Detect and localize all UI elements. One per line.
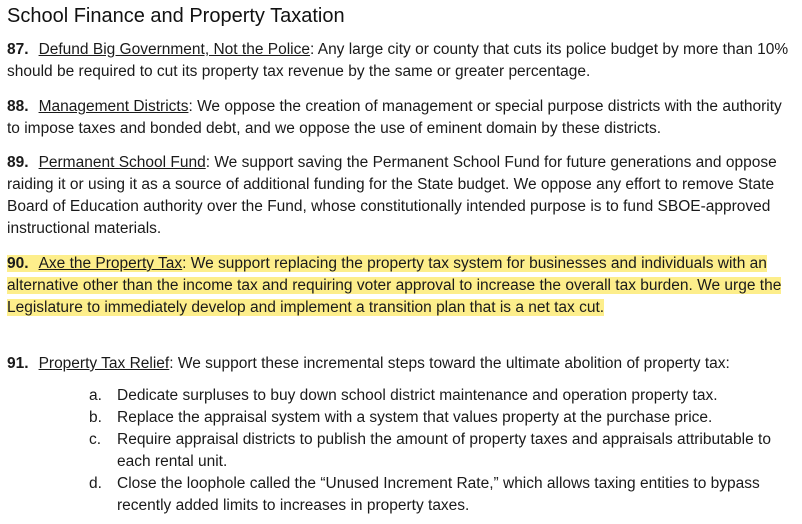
list-item-letter: a. xyxy=(89,387,102,404)
plank-text: : We support replacing the property tax system for businesses and individuals with an alternative other than the income tax and requiring voter approval to increase the overall tax burden. We urge the Legislature to immediately develop and implement a transition plan that is a net tax cut. xyxy=(7,255,782,316)
list-item-letter: c. xyxy=(89,431,102,448)
plank-text: : Any large city or county that cuts its police budget by more than 10% should be required to cut its property tax revenue by the same or greater percentage. xyxy=(7,41,789,80)
plank-90 xyxy=(7,253,797,319)
plank-88 xyxy=(7,96,797,140)
plank-number: 88. xyxy=(7,98,29,115)
plank-heading: Property Tax Relief xyxy=(38,355,170,372)
property-tax-relief-steps xyxy=(89,385,789,517)
plank-91 xyxy=(7,353,797,375)
list-item xyxy=(89,385,789,407)
plank-89 xyxy=(7,152,797,240)
list-item-text: Replace the appraisal system with a system that values property at the purchase price. xyxy=(117,409,713,426)
list-item-text: Require appraisal districts to publish the amount of property taxes and appraisals attributable to each rental unit. xyxy=(117,431,771,470)
plank-87 xyxy=(7,39,797,83)
list-item-letter: d. xyxy=(89,475,102,492)
highlighted-passage xyxy=(7,255,781,316)
list-item xyxy=(89,473,789,517)
list-item xyxy=(89,407,789,429)
list-item-text: Close the loophole called the “Unused Increment Rate,” which allows taxing entities to bypass recently added limits to increases in property taxes. xyxy=(117,475,760,514)
plank-number: 87. xyxy=(7,41,29,58)
plank-heading: Axe the Property Tax xyxy=(38,255,183,272)
plank-heading: Permanent School Fund xyxy=(38,154,206,171)
plank-text: : We oppose the creation of management or special purpose districts with the authority to impose taxes and bonded debt, and we oppose the use of eminent domain by these districts. xyxy=(7,98,782,137)
plank-text: : We support these incremental steps toward the ultimate abolition of property tax: xyxy=(169,355,730,372)
plank-text: : We support saving the Permanent School Fund for future generations and oppose raiding it or using it as a source of additional funding for the State budget. We oppose any effort to remove State Board of Education authority over the Fund, whose constitutionally intended purpose is to fund SBOE-approved instructional materials. xyxy=(7,154,777,237)
plank-heading: Defund Big Government, Not the Police xyxy=(38,41,310,58)
list-item-letter: b. xyxy=(89,409,102,426)
list-item-text: Dedicate surpluses to buy down school district maintenance and operation property tax. xyxy=(117,387,718,404)
plank-number: 89. xyxy=(7,154,29,171)
plank-heading: Management Districts xyxy=(38,98,189,115)
section-title: School Finance and Property Taxation xyxy=(7,5,345,27)
list-item xyxy=(89,429,789,473)
plank-number: 91. xyxy=(7,355,29,372)
document-page xyxy=(7,0,797,514)
plank-number: 90. xyxy=(7,255,29,272)
